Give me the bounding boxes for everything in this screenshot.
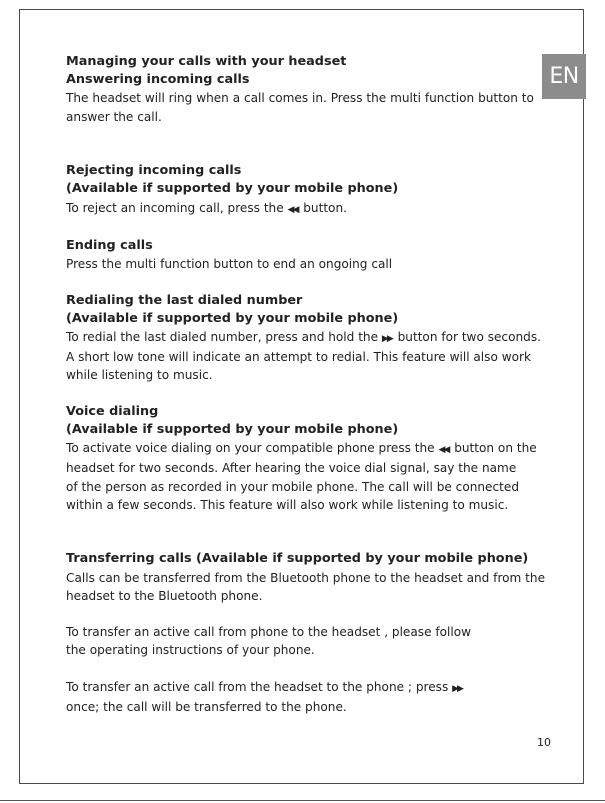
section-heading-ending: Ending calls [66, 238, 153, 253]
section-heading-redialing: Redialing the last dialed number [66, 292, 303, 308]
section-heading-transferring: Transferring calls (Available if supported by your mobile phone) [66, 551, 529, 567]
paragraph-text: To reject an incoming call, press the [66, 200, 284, 215]
language-tab: EN [542, 54, 586, 99]
availability-note: (Available if supported by your mobile phone) [66, 422, 399, 437]
paragraph-line: Press the multi function button to end an ongoing call [66, 257, 393, 272]
page-number: 10 [537, 736, 551, 749]
paragraph-line: answer the call. [66, 109, 162, 124]
fast-forward-icon: ▶▶ [452, 683, 462, 694]
paragraph-text: To transfer an active call from the headset to the phone ; press [66, 679, 449, 694]
availability-note: (Available if supported by your mobile phone) [66, 310, 399, 326]
subheading-answering: Answering incoming calls [66, 72, 250, 88]
manual-content [66, 53, 548, 716]
section-heading-managing: Managing your calls with your headset [66, 54, 347, 69]
paragraph-text: To redial the last dialed number, press and hold the [66, 330, 379, 344]
section-heading-voice-dialing: Voice dialing [66, 403, 159, 419]
rewind-icon: ◀◀ [438, 445, 449, 456]
paragraph-line: the operating instructions of your phone. [66, 643, 315, 658]
paragraph-text: To activate voice dialing on your compatible phone press the [66, 441, 435, 456]
paragraph-line: while listening to music. [66, 368, 213, 383]
paragraph-line: headset to the Bluetooth phone. [66, 588, 263, 603]
paragraph-text: button. [303, 200, 347, 215]
paragraph-line: Calls can be transferred from the Bluetooth phone to the headset and from the [66, 570, 546, 585]
paragraph-line: To transfer an active call from phone to the headset , please follow [66, 625, 472, 640]
paragraph-line [66, 439, 548, 459]
paragraph-text: button on the [454, 441, 537, 456]
paragraph-line: of the person as recorded in your mobile phone. The call will be connected [66, 479, 520, 494]
paragraph-line: A short low tone will indicate an attempt to redial. This feature will also work [66, 350, 531, 365]
paragraph-line [66, 678, 548, 698]
paragraph-line [66, 328, 548, 348]
bottom-rule [0, 800, 605, 801]
paragraph-line: The headset will ring when a call comes in. Press the multi function button to [66, 91, 534, 106]
paragraph-line: once; the call will be transferred to the phone. [66, 700, 347, 714]
paragraph-text: button for two seconds. [397, 330, 541, 344]
section-heading-rejecting: Rejecting incoming calls [66, 163, 242, 179]
rewind-icon: ◀◀ [287, 204, 298, 215]
paragraph-line: headset for two seconds. After hearing the voice dial signal, say the name [66, 461, 517, 476]
paragraph-line: within a few seconds. This feature will also work while listening to music. [66, 497, 509, 512]
fast-forward-icon: ▶▶ [381, 334, 392, 344]
paragraph-line [66, 199, 548, 219]
availability-note: (Available if supported by your mobile phone) [66, 181, 399, 197]
